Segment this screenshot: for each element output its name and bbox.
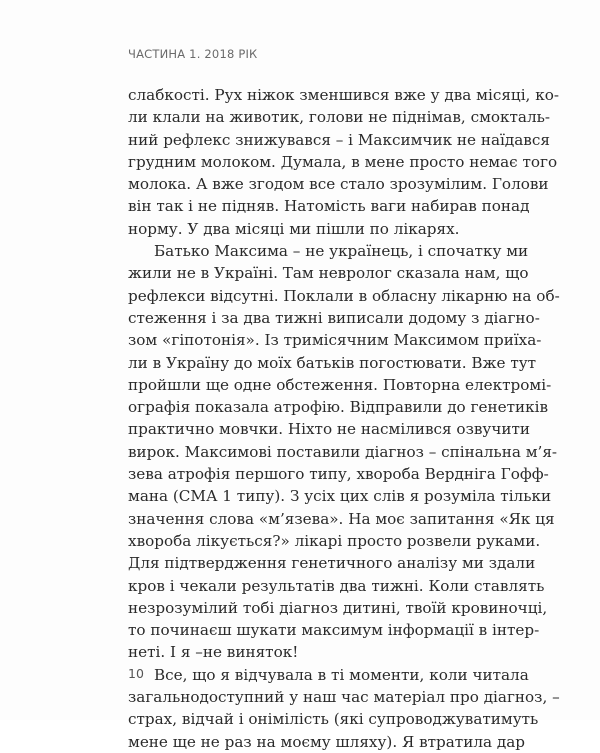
- text-line: ли клали на животик, голови не піднімав, смокталь-: [128, 108, 551, 127]
- text-line: стеження і за два тижні виписали додому з діагно-: [128, 308, 540, 327]
- text-line: Все, що я відчувала в ті моменти, коли читала: [154, 665, 529, 684]
- text-line: молока. А вже згодом все стало зрозумілим. Голови: [128, 175, 549, 194]
- text-line: слабкості. Рух ніжок зменшився вже у два місяці, ко-: [128, 86, 559, 104]
- text-line: норму. У два місяці ми пішли по лікарях.: [128, 219, 460, 238]
- body-text: [128, 84, 560, 753]
- text-line: зева атрофія першого типу, хвороба Вердніга Гофф-: [128, 465, 549, 484]
- text-line: вирок. Максимові поставили діагноз – спінальна м’я-: [128, 442, 558, 461]
- text-line: мене ще не раз на моєму шляху). Я втратила дар: [128, 732, 525, 751]
- text-line: практично мовчки. Ніхто не насмілився озвучити: [128, 420, 531, 439]
- text-line: Батько Максима – не українець, і спочатку ми: [154, 242, 529, 261]
- text-line: ний рефлекс знижувався – і Максимчик не наїдався: [128, 130, 550, 149]
- text-line: неті. І я –не виняток!: [128, 643, 299, 662]
- text-line: жили не в Україні. Там невролог сказала нам, що: [128, 264, 529, 283]
- text-line: зом «гіпотонія». Із тримісячним Максимом приїха-: [128, 331, 542, 350]
- text-line: значення слова «м’язева». На моє запитання «Як ця: [128, 509, 555, 528]
- text-line: Для підтвердження генетичного аналізу ми здали: [128, 554, 536, 573]
- text-line: грудним молоком. Думала, в мене просто немає того: [128, 152, 558, 171]
- running-head: ЧАСТИНА 1. 2018 РІК: [128, 47, 258, 61]
- text-line: кров і чекали результатів два тижні. Коли ставлять: [128, 576, 545, 595]
- page-number: 10: [128, 666, 144, 681]
- text-line: хвороба лікується?» лікарі просто розвели руками.: [128, 531, 541, 550]
- text-line: страх, відчай і оніміліcть (які супроводжуватимуть: [128, 710, 539, 729]
- text-line: він так і не підняв. Натомість ваги набирав понад: [128, 197, 530, 216]
- text-line: пройшли ще одне обстеження. Повторна електромі-: [128, 375, 552, 394]
- text-line: ографія показала атрофію. Відправили до генетиків: [128, 398, 548, 417]
- text-line: ли в Україну до моїх батьків погостювати. Вже тут: [128, 353, 537, 372]
- text-line: то починаєш шукати максимум інформації в інтер-: [128, 621, 540, 640]
- text-line: загальнодоступний у наш час матеріал про діагноз, –: [128, 688, 560, 707]
- text-line: рефлекси відсутні. Поклали в обласну лікарню на об-: [128, 286, 560, 305]
- text-line: незрозумілий тобі діагноз дитині, твоїй кровиночці,: [128, 598, 548, 617]
- text-line: мана (СМА 1 типу). З усіх цих слів я розуміла тільки: [128, 487, 552, 506]
